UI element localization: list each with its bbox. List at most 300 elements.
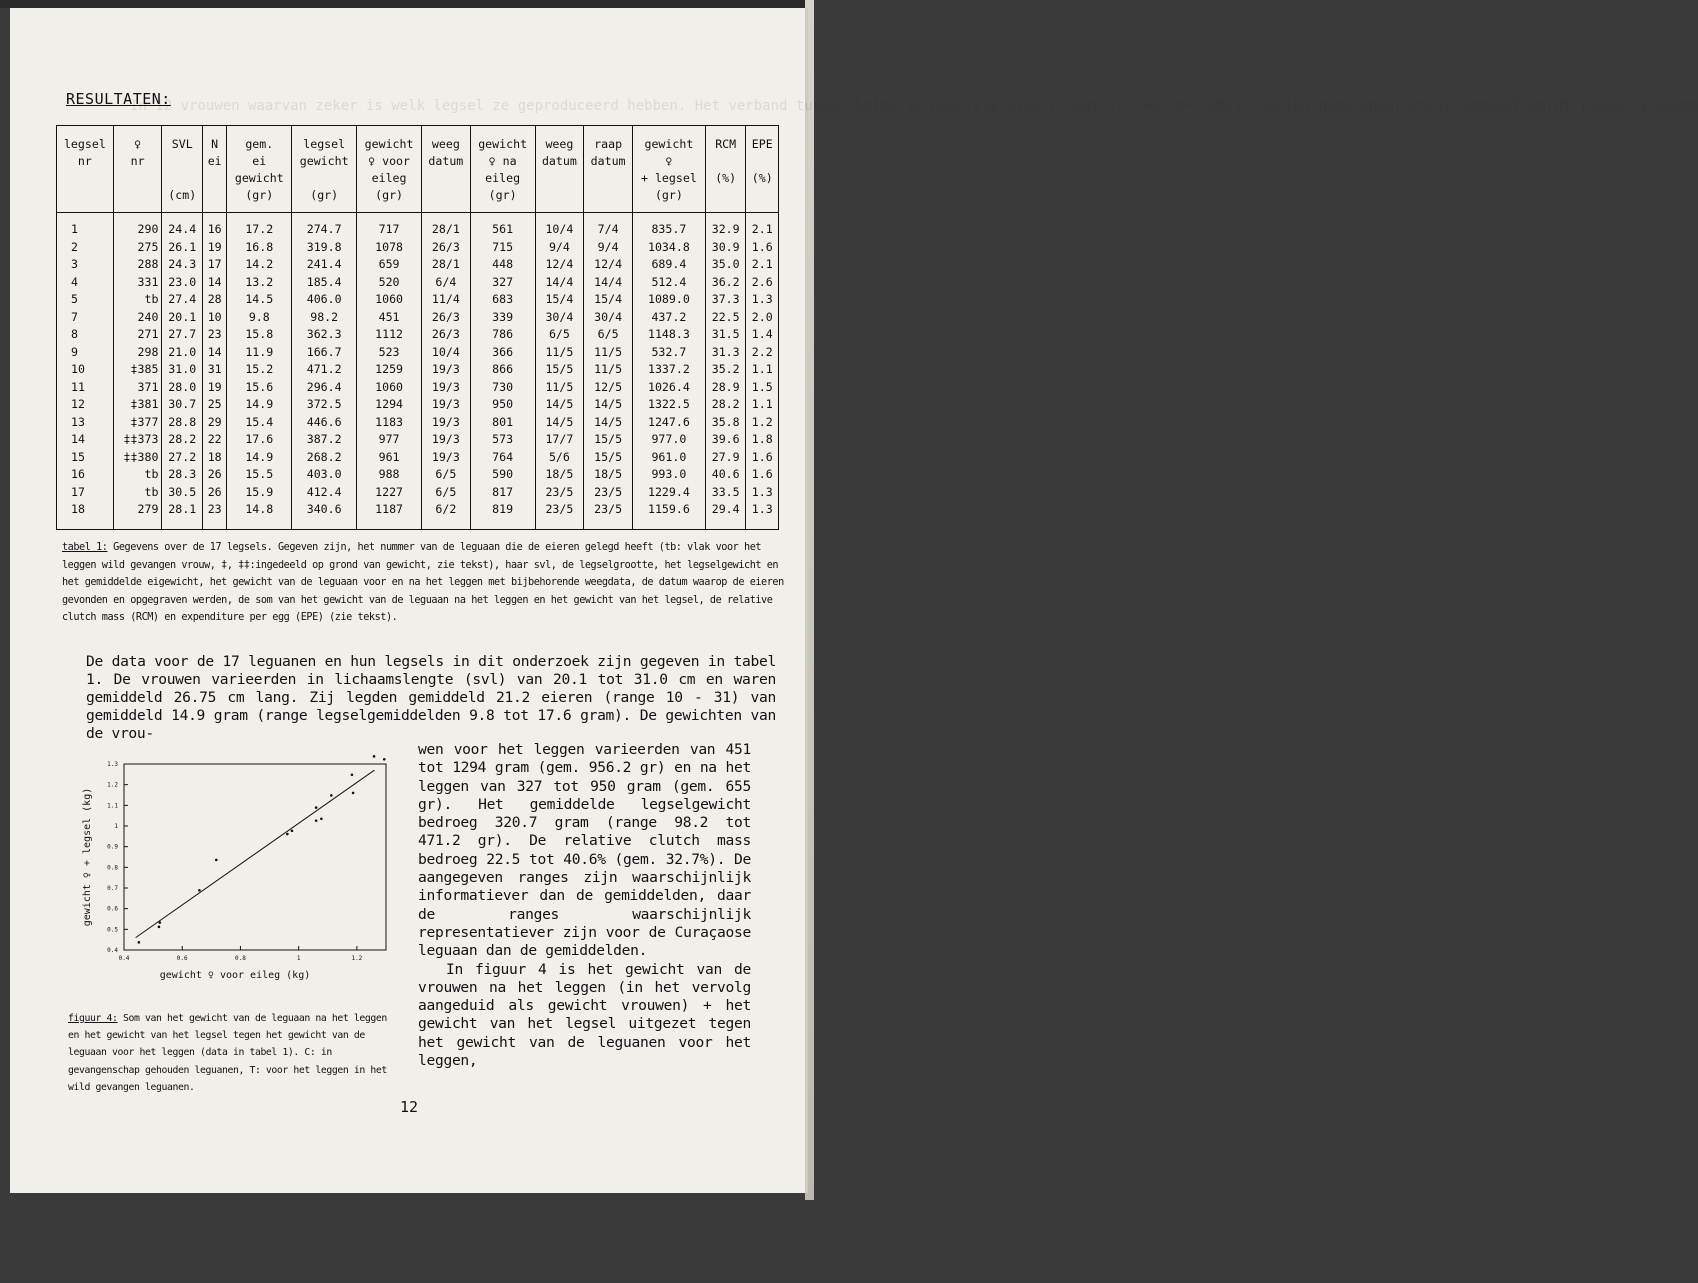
column-header-line xyxy=(749,153,775,170)
table-cell: 819 xyxy=(470,501,535,529)
table-cell: 10 xyxy=(57,361,114,379)
column-header-line: datum xyxy=(590,154,626,168)
table-cell: 339 xyxy=(470,309,535,327)
page-number: 12 xyxy=(400,1098,419,1116)
column-header-line: gewicht xyxy=(299,154,349,168)
table-cell: 950 xyxy=(470,396,535,414)
table-cell: 683 xyxy=(470,291,535,309)
table-cell: 14.5 xyxy=(227,291,292,309)
column-header-line xyxy=(165,153,199,170)
column-header-line: (gr) xyxy=(488,188,517,202)
table-cell: 15/5 xyxy=(535,361,584,379)
table-row xyxy=(57,431,779,449)
table-cell: 30/4 xyxy=(535,309,584,327)
table-cell: 30.7 xyxy=(162,396,203,414)
table-cell: 786 xyxy=(470,326,535,344)
table-cell: 1112 xyxy=(357,326,422,344)
table-cell: 9.8 xyxy=(227,309,292,327)
body-paragraph-1: De data voor de 17 leguanen en hun legsels in dit onderzoek zijn gegeven in tabel 1. De vrouwen varieerden in lichaamslengte (svl) van 20.1 tot 31.0 cm en waren gemiddeld 26.75 cm lang. Zij legden gemiddeld 21.2 eieren (range 10 - 31) van gemiddeld 14.9 gram (range legselgemiddelden 9.8 tot 17.6 gram). De gewichten van de vrou- xyxy=(86,653,776,742)
table-cell: 715 xyxy=(470,239,535,257)
column-header-line: gewicht xyxy=(364,137,414,151)
table-cell: 26/3 xyxy=(422,326,471,344)
table-cell: 532.7 xyxy=(632,344,705,362)
column-header-line: ♀ voor xyxy=(368,154,411,168)
figure-caption xyxy=(68,1010,403,1096)
table-cell: tb xyxy=(113,291,162,309)
data-point xyxy=(352,792,355,795)
table-cell: 18 xyxy=(57,501,114,529)
column-header xyxy=(203,126,227,213)
column-header xyxy=(584,126,633,213)
x-tick-label: 1.2 xyxy=(351,955,363,962)
table-cell: 28/1 xyxy=(422,213,471,239)
table-cell: ‡381 xyxy=(113,396,162,414)
table-cell: 590 xyxy=(470,466,535,484)
body-paragraph-3-text: In figuur 4 is het gewicht van de vrouwen na het leggen (in het vervolg aangeduid als gewicht vrouwen) + het gewicht van het legsel uitgezet tegen het gewicht van de leguanen voor het leggen, xyxy=(418,960,751,1070)
table-cell: ‡‡380 xyxy=(113,449,162,467)
table-cell: 13.2 xyxy=(227,274,292,292)
column-header-line: raap xyxy=(594,137,623,151)
column-header-line: nr xyxy=(130,154,145,168)
table-cell: 1183 xyxy=(357,414,422,432)
table-cell: 689.4 xyxy=(632,256,705,274)
table-cell: 12/5 xyxy=(584,379,633,397)
table-cell: 730 xyxy=(470,379,535,397)
column-header-line: gewicht xyxy=(644,137,694,151)
column-header xyxy=(632,126,705,213)
table-cell: 28.2 xyxy=(705,396,746,414)
column-header-line xyxy=(165,170,199,187)
table-cell: 17 xyxy=(57,484,114,502)
column-header xyxy=(57,126,114,213)
table-cell: 1060 xyxy=(357,291,422,309)
column-header-line: (cm) xyxy=(168,188,197,202)
table-cell: 28.3 xyxy=(162,466,203,484)
table-cell: 1.6 xyxy=(746,466,779,484)
table-cell: 10 xyxy=(203,309,227,327)
table-cell: 32.9 xyxy=(705,213,746,239)
table-cell: 15/4 xyxy=(535,291,584,309)
table-cell: 12 xyxy=(57,396,114,414)
table-row xyxy=(57,309,779,327)
table-cell: 21.0 xyxy=(162,344,203,362)
column-header xyxy=(705,126,746,213)
body-paragraph-2 xyxy=(418,741,751,1070)
table-cell: 993.0 xyxy=(632,466,705,484)
table-cell: 1337.2 xyxy=(632,361,705,379)
table-cell: 1294 xyxy=(357,396,422,414)
table-caption xyxy=(62,539,792,627)
y-tick-label: 1.3 xyxy=(107,761,118,768)
table-cell: 26/3 xyxy=(422,239,471,257)
table-row xyxy=(57,449,779,467)
column-header xyxy=(113,126,162,213)
table-cell: 28.2 xyxy=(162,431,203,449)
table-cell: 19/3 xyxy=(422,449,471,467)
table-cell: 28.9 xyxy=(705,379,746,397)
table-cell: 9 xyxy=(57,344,114,362)
table-cell: 1.3 xyxy=(746,291,779,309)
y-tick-label: 0.9 xyxy=(107,843,118,851)
table-cell: 371 xyxy=(113,379,162,397)
table-cell: 2 xyxy=(57,239,114,257)
table-cell: 1026.4 xyxy=(632,379,705,397)
table-cell: 15.5 xyxy=(227,466,292,484)
table-cell: 22 xyxy=(203,431,227,449)
x-axis-label: gewicht ♀ voor eileg (kg) xyxy=(159,970,311,981)
table-cell: 15/5 xyxy=(584,431,633,449)
table-cell: 28.8 xyxy=(162,414,203,432)
column-header-line: weeg xyxy=(545,137,574,151)
table-cell: 5/6 xyxy=(535,449,584,467)
table-cell: 2.1 xyxy=(746,256,779,274)
table-cell: 279 xyxy=(113,501,162,529)
table-cell: 29.4 xyxy=(705,501,746,529)
table-cell: 35.8 xyxy=(705,414,746,432)
table-cell: 387.2 xyxy=(292,431,357,449)
table-cell: 448 xyxy=(470,256,535,274)
table-cell: 362.3 xyxy=(292,326,357,344)
data-table xyxy=(56,125,779,530)
table-cell: 1.4 xyxy=(746,326,779,344)
table-cell: 319.8 xyxy=(292,239,357,257)
bleed-through-text: In 12 vrouwen waarvan zeker is welk legsel ze geproduceerd hebben. Het verband tussen beide is hogelijk significant (r=.98, p<<.001), indien geen onderscheid gemaakt wordt tussen vrouwen xyxy=(130,98,1698,114)
table-cell: 1.6 xyxy=(746,449,779,467)
table-cell: 17/7 xyxy=(535,431,584,449)
column-header-line: N xyxy=(211,137,219,151)
table-cell: 406.0 xyxy=(292,291,357,309)
table-cell: 18/5 xyxy=(584,466,633,484)
scatter-plot xyxy=(62,756,402,991)
column-header-line: legsel xyxy=(63,137,106,151)
table-cell: 446.6 xyxy=(292,414,357,432)
table-cell: 1078 xyxy=(357,239,422,257)
table-cell: 801 xyxy=(470,414,535,432)
table-cell: 30/4 xyxy=(584,309,633,327)
table-cell: 6/5 xyxy=(535,326,584,344)
table-cell: 31.3 xyxy=(705,344,746,362)
table-cell: 1159.6 xyxy=(632,501,705,529)
x-tick-label: 0.6 xyxy=(176,955,188,962)
table-cell: 14.2 xyxy=(227,256,292,274)
table-cell: 40.6 xyxy=(705,466,746,484)
table-cell: 22.5 xyxy=(705,309,746,327)
table-cell: 26 xyxy=(203,484,227,502)
data-point xyxy=(198,889,201,892)
column-header-line: + legsel xyxy=(640,171,697,185)
table-cell: 14/5 xyxy=(584,396,633,414)
table-row xyxy=(57,213,779,239)
table-cell: 2.1 xyxy=(746,213,779,239)
table-cell: 1.1 xyxy=(746,396,779,414)
table-caption-label: tabel 1: xyxy=(62,542,108,553)
table-cell: 561 xyxy=(470,213,535,239)
table-cell: 19/3 xyxy=(422,379,471,397)
table-cell: 11/5 xyxy=(584,361,633,379)
y-tick-label: 0.6 xyxy=(107,905,118,913)
table-cell: 8 xyxy=(57,326,114,344)
column-header-line: (%) xyxy=(715,171,737,185)
table-cell: 240 xyxy=(113,309,162,327)
table-row xyxy=(57,326,779,344)
table-cell: 28 xyxy=(203,291,227,309)
table-cell: 19/3 xyxy=(422,414,471,432)
table-cell: 15.4 xyxy=(227,414,292,432)
table-cell: 15/4 xyxy=(584,291,633,309)
table-cell: ‡377 xyxy=(113,414,162,432)
table-cell: 241.4 xyxy=(292,256,357,274)
column-header-line: RCM xyxy=(715,137,737,151)
column-header-line: ♀ na xyxy=(488,154,517,168)
column-header-line xyxy=(295,170,353,187)
table-cell: 988 xyxy=(357,466,422,484)
table-cell: 1247.6 xyxy=(632,414,705,432)
column-header-line: legsel xyxy=(303,137,346,151)
column-header xyxy=(422,126,471,213)
table-cell: 26.1 xyxy=(162,239,203,257)
table-row xyxy=(57,344,779,362)
table-cell: 39.6 xyxy=(705,431,746,449)
data-point xyxy=(330,794,333,797)
table-cell: 31.0 xyxy=(162,361,203,379)
table-cell: 15.9 xyxy=(227,484,292,502)
table-cell: 14/5 xyxy=(584,414,633,432)
table-cell: 23/5 xyxy=(584,501,633,529)
table-cell: 14 xyxy=(57,431,114,449)
table-cell: 6/5 xyxy=(422,484,471,502)
table-cell: 331 xyxy=(113,274,162,292)
data-point xyxy=(320,817,323,820)
table-cell: 14/4 xyxy=(535,274,584,292)
table-cell: 14 xyxy=(203,344,227,362)
table-cell: 961.0 xyxy=(632,449,705,467)
table-row xyxy=(57,239,779,257)
table-cell: 19 xyxy=(203,239,227,257)
table-cell: 523 xyxy=(357,344,422,362)
table-cell: 98.2 xyxy=(292,309,357,327)
data-point xyxy=(215,859,218,862)
column-header-line: eileg xyxy=(485,171,521,185)
table-cell: 12/4 xyxy=(535,256,584,274)
table-cell: 340.6 xyxy=(292,501,357,529)
table-cell: 5 xyxy=(57,291,114,309)
data-point xyxy=(158,926,161,929)
table-cell: 16.8 xyxy=(227,239,292,257)
column-header xyxy=(227,126,292,213)
table-row xyxy=(57,361,779,379)
table-cell: 14.9 xyxy=(227,449,292,467)
table-cell: 2.2 xyxy=(746,344,779,362)
y-tick-label: 0.5 xyxy=(107,926,118,934)
table-cell: 7/4 xyxy=(584,213,633,239)
table-cell: 3 xyxy=(57,256,114,274)
table-cell: 16 xyxy=(57,466,114,484)
column-header-line: weeg xyxy=(431,137,460,151)
table-cell: 15.8 xyxy=(227,326,292,344)
x-tick-label: 0.4 xyxy=(118,955,130,962)
column-header-line: ♀ xyxy=(665,154,673,168)
figure-4-chart xyxy=(62,756,402,991)
data-point xyxy=(291,829,294,832)
table-cell: 11/4 xyxy=(422,291,471,309)
table-row xyxy=(57,396,779,414)
table-cell: 17 xyxy=(203,256,227,274)
table-cell: 18 xyxy=(203,449,227,467)
table-cell: 27.7 xyxy=(162,326,203,344)
table-cell: 19 xyxy=(203,379,227,397)
y-tick-label: 0.4 xyxy=(107,947,118,954)
table-cell: 268.2 xyxy=(292,449,357,467)
table-cell: 764 xyxy=(470,449,535,467)
table-cell: 23 xyxy=(203,501,227,529)
table-cell: 27.9 xyxy=(705,449,746,467)
table-cell: 327 xyxy=(470,274,535,292)
table-row xyxy=(57,414,779,432)
table-cell: tb xyxy=(113,484,162,502)
table-cell: 866 xyxy=(470,361,535,379)
table-cell: 403.0 xyxy=(292,466,357,484)
table-cell: 372.5 xyxy=(292,396,357,414)
plot-frame xyxy=(124,764,386,950)
section-heading: RESULTATEN: xyxy=(66,90,171,108)
table-cell: 33.5 xyxy=(705,484,746,502)
table-row xyxy=(57,256,779,274)
table-cell: 27.2 xyxy=(162,449,203,467)
column-header-line: (gr) xyxy=(654,188,683,202)
column-header xyxy=(162,126,203,213)
table-cell: tb xyxy=(113,466,162,484)
table-cell: 13 xyxy=(57,414,114,432)
column-header xyxy=(292,126,357,213)
table-cell: 30.9 xyxy=(705,239,746,257)
table-cell: 36.2 xyxy=(705,274,746,292)
table-cell: 275 xyxy=(113,239,162,257)
table-cell: 27.4 xyxy=(162,291,203,309)
table-cell: 9/4 xyxy=(535,239,584,257)
column-header-line: (gr) xyxy=(245,188,274,202)
table-cell: 9/4 xyxy=(584,239,633,257)
table-cell: 25 xyxy=(203,396,227,414)
table-cell: 20.1 xyxy=(162,309,203,327)
table-cell: 28/1 xyxy=(422,256,471,274)
table-cell: 23 xyxy=(203,326,227,344)
y-axis-label: gewicht ♀ + legsel (kg) xyxy=(82,787,93,927)
table-cell: 16 xyxy=(203,213,227,239)
table-cell: 1.5 xyxy=(746,379,779,397)
table-cell: 23.0 xyxy=(162,274,203,292)
table-cell: 451 xyxy=(357,309,422,327)
table-cell: 14/5 xyxy=(535,396,584,414)
table-cell: 14/4 xyxy=(584,274,633,292)
table-cell: 11.9 xyxy=(227,344,292,362)
table-cell: 977.0 xyxy=(632,431,705,449)
column-header-line: ei xyxy=(207,154,222,168)
table-cell: 15/5 xyxy=(584,449,633,467)
table-cell: 24.4 xyxy=(162,213,203,239)
y-tick-label: 0.7 xyxy=(107,885,118,892)
table-cell: 659 xyxy=(357,256,422,274)
table-cell: 30.5 xyxy=(162,484,203,502)
table-cell: 23/5 xyxy=(584,484,633,502)
table-cell: ‡‡373 xyxy=(113,431,162,449)
table-cell: 35.2 xyxy=(705,361,746,379)
column-header-line: gewicht xyxy=(234,171,284,185)
table-cell: ‡385 xyxy=(113,361,162,379)
table-cell: 296.4 xyxy=(292,379,357,397)
table-cell: 412.4 xyxy=(292,484,357,502)
data-point xyxy=(351,773,354,776)
table-cell: 271 xyxy=(113,326,162,344)
column-header-line: datum xyxy=(428,154,464,168)
table-cell: 26 xyxy=(203,466,227,484)
table-cell: 19/3 xyxy=(422,396,471,414)
table-cell: 19/3 xyxy=(422,431,471,449)
data-point xyxy=(315,819,318,822)
table-cell: 17.6 xyxy=(227,431,292,449)
table-cell: 1187 xyxy=(357,501,422,529)
table-cell: 1322.5 xyxy=(632,396,705,414)
table-cell: 28.1 xyxy=(162,501,203,529)
table-cell: 14.8 xyxy=(227,501,292,529)
figure-caption-text: Som van het gewicht van de leguaan na het leggen en het gewicht van het legsel tegen het gewicht van de leguaan voor het leggen (data in tabel 1). C: in gevangenschap gehouden leguanen, T: voor het leggen in het wild gevangen leguanen. xyxy=(68,1013,387,1093)
table-cell: 1089.0 xyxy=(632,291,705,309)
table-cell: 961 xyxy=(357,449,422,467)
table-cell: 7 xyxy=(57,309,114,327)
column-header xyxy=(357,126,422,213)
table-cell: 11/5 xyxy=(535,379,584,397)
table-cell: 1259 xyxy=(357,361,422,379)
table-cell: 1.6 xyxy=(746,239,779,257)
column-header-line: gem. xyxy=(245,137,274,151)
table-cell: 817 xyxy=(470,484,535,502)
table-cell: 14/5 xyxy=(535,414,584,432)
table-cell: 23/5 xyxy=(535,501,584,529)
column-header-line: EPE xyxy=(751,137,773,151)
table-cell: 19/3 xyxy=(422,361,471,379)
column-header-line: ei xyxy=(252,154,267,168)
column-header-line: eileg xyxy=(371,171,407,185)
table-cell: 717 xyxy=(357,213,422,239)
table-row xyxy=(57,274,779,292)
table-cell: 37.3 xyxy=(705,291,746,309)
table-cell: 1.8 xyxy=(746,431,779,449)
document-page xyxy=(10,8,1698,1193)
data-point xyxy=(315,806,318,809)
table-cell: 1229.4 xyxy=(632,484,705,502)
column-header-line: (gr) xyxy=(310,188,339,202)
table-cell: 290 xyxy=(113,213,162,239)
table-cell: 12/4 xyxy=(584,256,633,274)
y-tick-label: 1.1 xyxy=(107,802,118,810)
table-cell: 6/4 xyxy=(422,274,471,292)
table-cell: 437.2 xyxy=(632,309,705,327)
column-header-line xyxy=(709,153,743,170)
table-cell: 366 xyxy=(470,344,535,362)
table-cell: 977 xyxy=(357,431,422,449)
table-cell: 1.3 xyxy=(746,501,779,529)
table-cell: 15.2 xyxy=(227,361,292,379)
table-cell: 1.1 xyxy=(746,361,779,379)
table-row xyxy=(57,501,779,529)
table-cell: 835.7 xyxy=(632,213,705,239)
table-cell: 471.2 xyxy=(292,361,357,379)
table-cell: 520 xyxy=(357,274,422,292)
table-cell: 1148.3 xyxy=(632,326,705,344)
y-tick-label: 1.2 xyxy=(107,781,118,789)
table-cell: 29 xyxy=(203,414,227,432)
column-header-line: ♀ xyxy=(134,137,142,151)
table-cell: 14.9 xyxy=(227,396,292,414)
